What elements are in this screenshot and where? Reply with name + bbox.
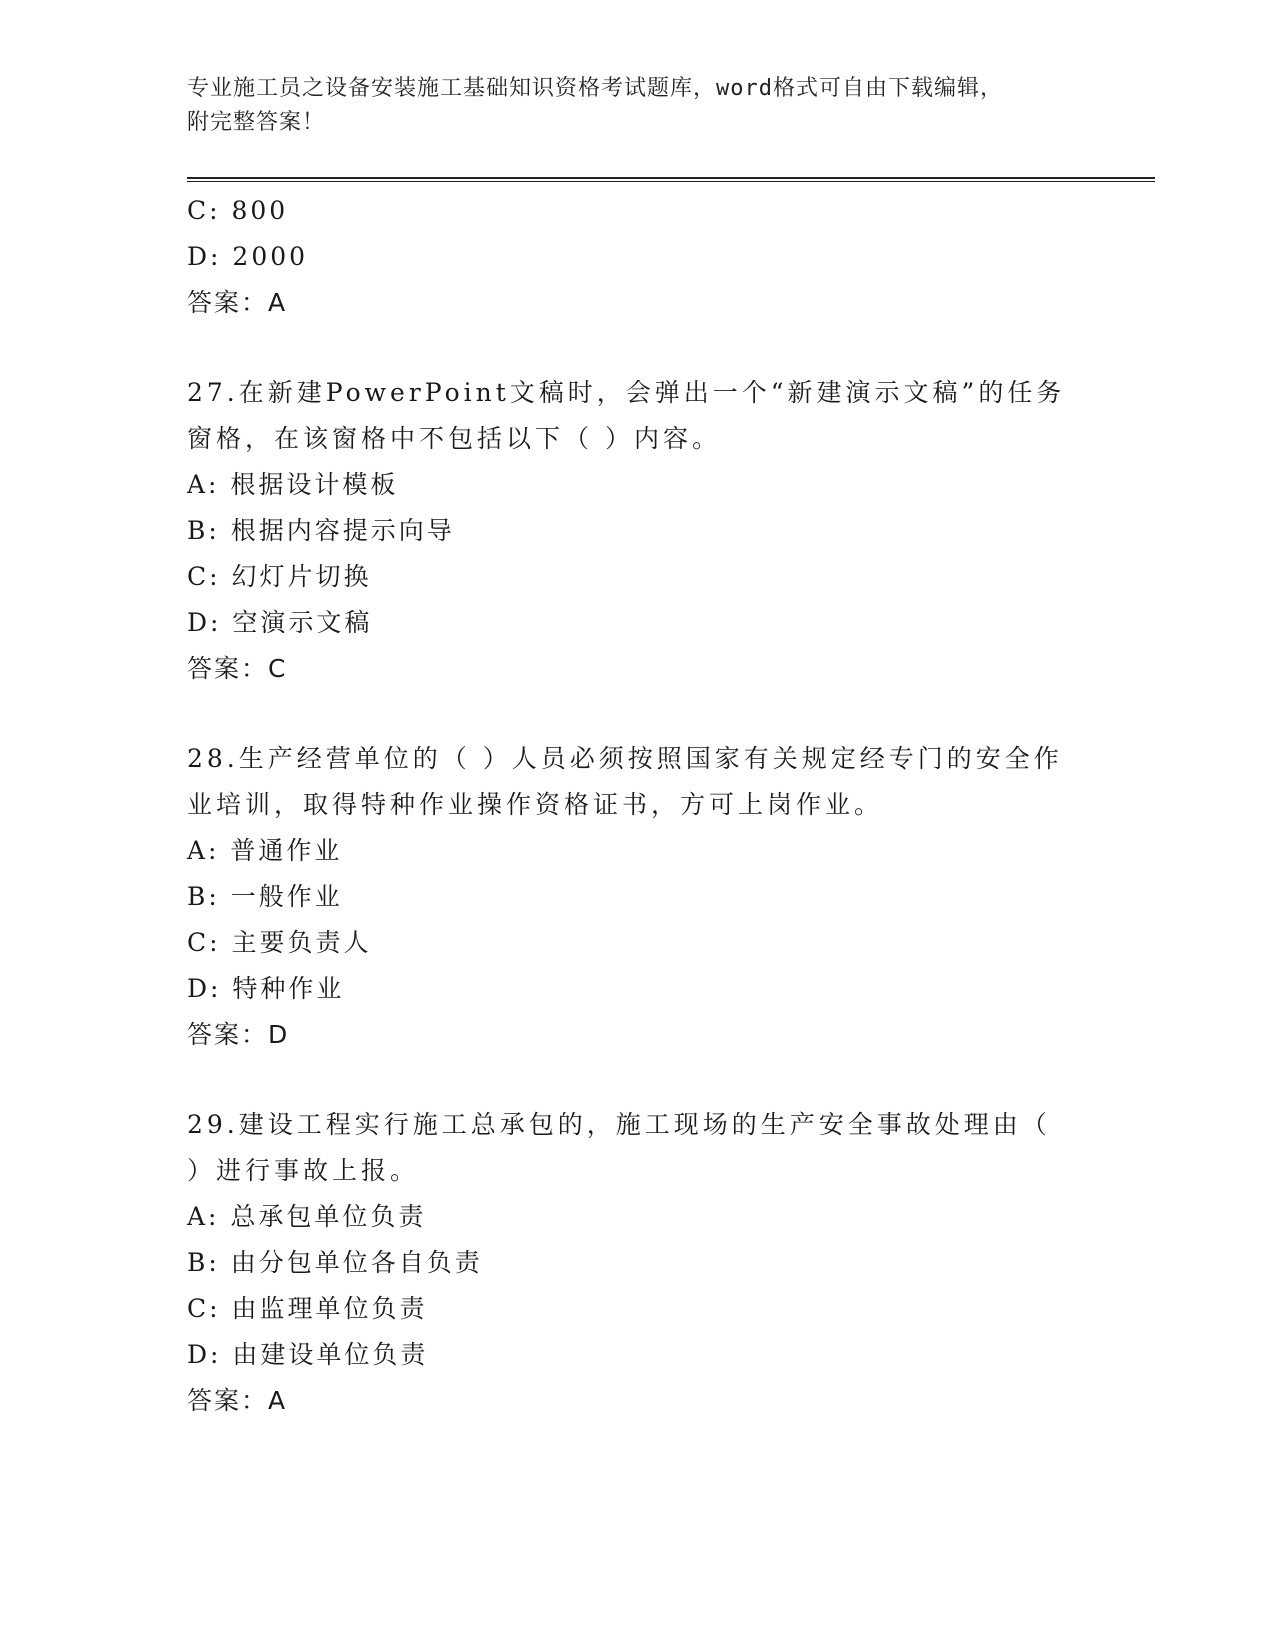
header-divider	[187, 177, 1155, 182]
question-gap	[187, 326, 1067, 370]
prev-option-c: C: 800	[187, 196, 289, 225]
question-28-option-b: B: 一般作业	[187, 882, 343, 911]
question-29-answer: 答案：A	[187, 1386, 288, 1415]
question-gap	[187, 1058, 1067, 1102]
question-content	[187, 188, 1067, 1424]
question-28-line-2: 业培训，取得特种作业操作资格证书，方可上岗作业。	[187, 790, 884, 819]
question-27	[187, 370, 1067, 692]
question-28-option-c: C: 主要负责人	[187, 928, 372, 957]
header-line-1: 专业施工员之设备安装施工基础知识资格考试题库，word格式可自由下载编辑，	[187, 76, 1003, 101]
question-29-option-a: A: 总承包单位负责	[187, 1202, 427, 1231]
question-27-line-2: 窗格，在该窗格中不包括以下（ ）内容。	[187, 424, 721, 453]
question-27-option-a: A: 根据设计模板	[187, 470, 399, 499]
question-29-option-d: D: 由建设单位负责	[187, 1340, 429, 1369]
question-28-option-a: A: 普通作业	[187, 836, 343, 865]
question-27-option-c: C: 幻灯片切换	[187, 562, 372, 591]
question-27-answer: 答案：C	[187, 654, 288, 683]
question-27-option-d: D: 空演示文稿	[187, 608, 373, 637]
question-28-answer: 答案：D	[187, 1020, 290, 1049]
question-gap	[187, 692, 1067, 736]
question-28	[187, 736, 1067, 1058]
question-29-option-c: C: 由监理单位负责	[187, 1294, 428, 1323]
question-29	[187, 1102, 1067, 1424]
prev-answer: 答案：A	[187, 288, 288, 317]
question-29-option-b: B: 由分包单位各自负责	[187, 1248, 483, 1277]
document-header	[187, 72, 1057, 140]
question-28-option-d: D: 特种作业	[187, 974, 345, 1003]
question-27-option-b: B: 根据内容提示向导	[187, 516, 455, 545]
question-29-line-2: ）进行事故上报。	[187, 1156, 420, 1185]
prev-option-d: D: 2000	[187, 242, 309, 271]
question-29-line-1: 29.建设工程实行施工总承包的，施工现场的生产安全事故处理由（	[187, 1110, 1051, 1139]
header-line-2: 附完整答案！	[187, 110, 326, 135]
question-27-line-1: 27.在新建PowerPoint文稿时，会弹出一个“新建演示文稿”的任务	[187, 378, 1066, 407]
question-28-line-1: 28.生产经营单位的（ ）人员必须按照国家有关规定经专门的安全作	[187, 744, 1063, 773]
